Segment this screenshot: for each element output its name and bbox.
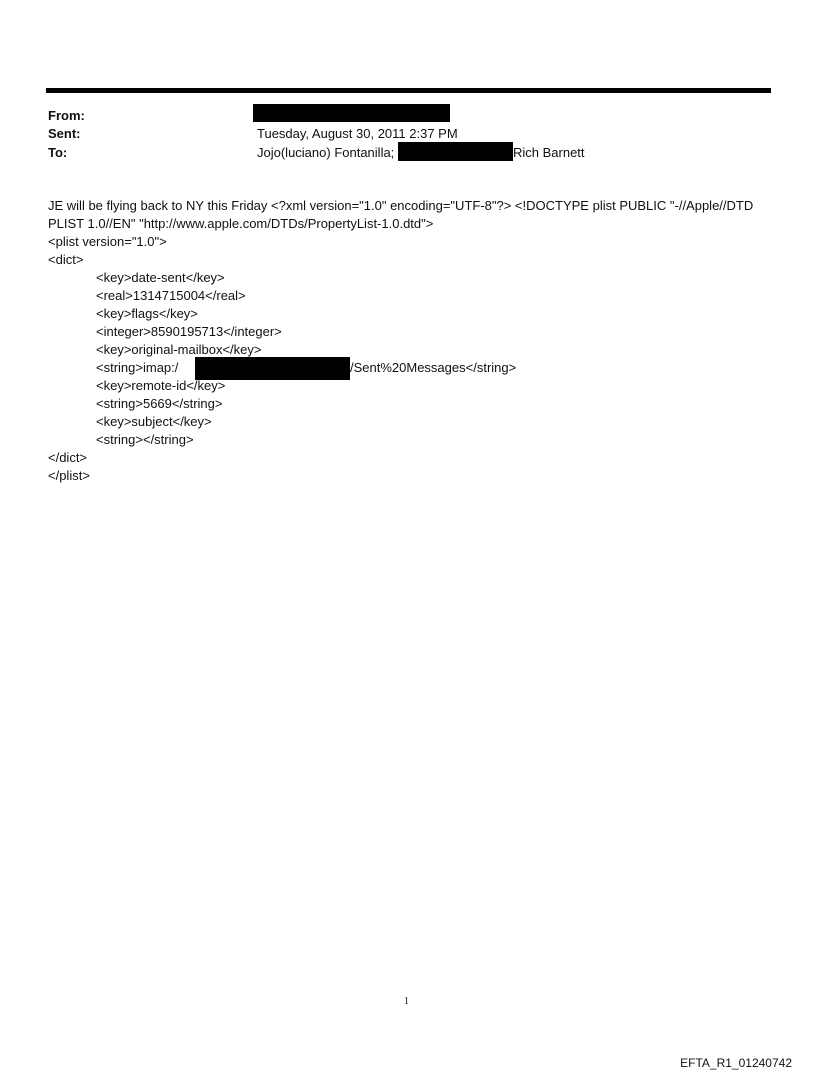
bates-number: EFTA_R1_01240742 [680,1056,792,1070]
to-last-recipient: Rich Barnett [513,145,585,160]
body-line-9: <key>original-mailbox</key> [96,342,262,357]
from-redaction [253,104,450,122]
body-line-8: <integer>8590195713</integer> [96,324,282,339]
body-line-6: <real>1314715004</real> [96,288,246,303]
body-line-10-suffix: /Sent%20Messages</string> [350,360,517,375]
body-line-12: <string>5669</string> [96,396,223,411]
body-line-11: <key>remote-id</key> [96,378,226,393]
page-number: 1 [404,996,409,1007]
body-line-1: JE will be flying back to NY this Friday <?xml version="1.0" encoding="UTF-8"?> <!DOCTYPE plist PUBLIC "-//Apple//DTD [48,198,754,213]
to-redaction [398,142,513,161]
body-line-10-prefix: <string>imap:/ [96,360,179,375]
body-line-15: </dict> [48,450,88,465]
sent-label: Sent: [48,126,81,141]
body-line-14: <string></string> [96,432,194,447]
body-line-16: </plist> [48,468,90,483]
body-line-5: <key>date-sent</key> [96,270,225,285]
body-line-2: PLIST 1.0//EN" "http://www.apple.com/DTDs/PropertyList-1.0.dtd"> [48,216,434,231]
body-line-3: <plist version="1.0"> [48,234,167,249]
to-label: To: [48,145,68,160]
to-first-recipient: Jojo(luciano) Fontanilla; [257,145,395,160]
header-rule [46,88,771,93]
from-label: From: [48,108,85,123]
sent-value: Tuesday, August 30, 2011 2:37 PM [257,126,458,141]
body-line-4: <dict> [48,252,84,267]
body-line-13: <key>subject</key> [96,414,212,429]
body-line-7: <key>flags</key> [96,306,198,321]
